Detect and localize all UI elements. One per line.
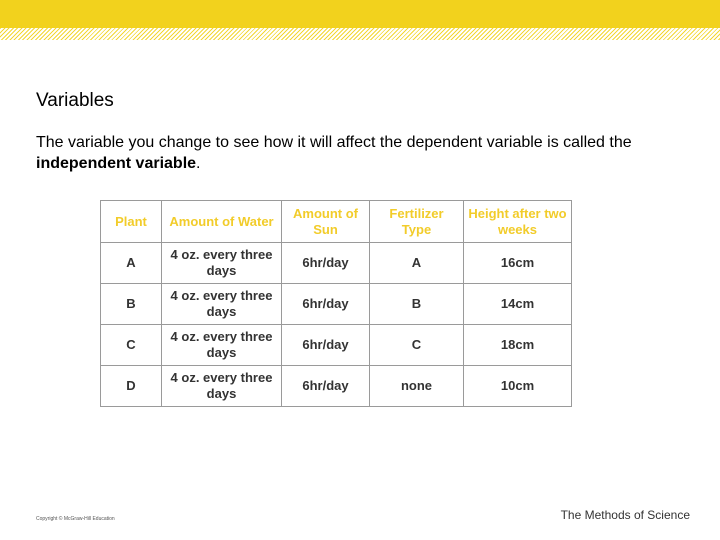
table-cell: none [370,366,464,407]
table-cell: 4 oz. every three days [162,243,282,284]
table-row [101,284,572,325]
table-header-row [101,201,572,243]
table-cell: A [370,243,464,284]
table-cell: 4 oz. every three days [162,366,282,407]
table-cell: B [370,284,464,325]
table-cell: 6hr/day [282,366,370,407]
column-header-plant: Plant [101,201,162,243]
table-row [101,366,572,407]
table-cell: B [101,284,162,325]
body-text-emphasis: independent variable [36,155,197,172]
table-cell: 16cm [464,243,572,284]
column-header-fertilizer: Fertilizer Type [370,201,464,243]
top-color-band [0,0,720,28]
plant-experiment-table [100,200,572,407]
table-cell: 4 oz. every three days [162,284,282,325]
slide-title: Variables [36,90,114,111]
table-cell: 14cm [464,284,572,325]
slide-body-text [36,132,676,174]
body-text-start: The variable you change to see how it will affect the dependent variable is called the [36,134,632,151]
table-cell: 10cm [464,366,572,407]
column-header-height: Height after two weeks [464,201,572,243]
footer-chapter-title: The Methods of Science [560,508,690,522]
body-text-end: . [196,155,201,172]
table-row [101,243,572,284]
table-cell: 6hr/day [282,325,370,366]
table-cell: A [101,243,162,284]
table-cell: 18cm [464,325,572,366]
table-cell: C [101,325,162,366]
copyright-notice: Copyright © McGraw-Hill Education [36,516,115,522]
table-cell: D [101,366,162,407]
top-stripe-pattern [0,28,720,40]
table-cell: 4 oz. every three days [162,325,282,366]
column-header-water: Amount of Water [162,201,282,243]
column-header-sun: Amount of Sun [282,201,370,243]
table-row [101,325,572,366]
table-cell: 6hr/day [282,243,370,284]
table-cell: C [370,325,464,366]
table-cell: 6hr/day [282,284,370,325]
